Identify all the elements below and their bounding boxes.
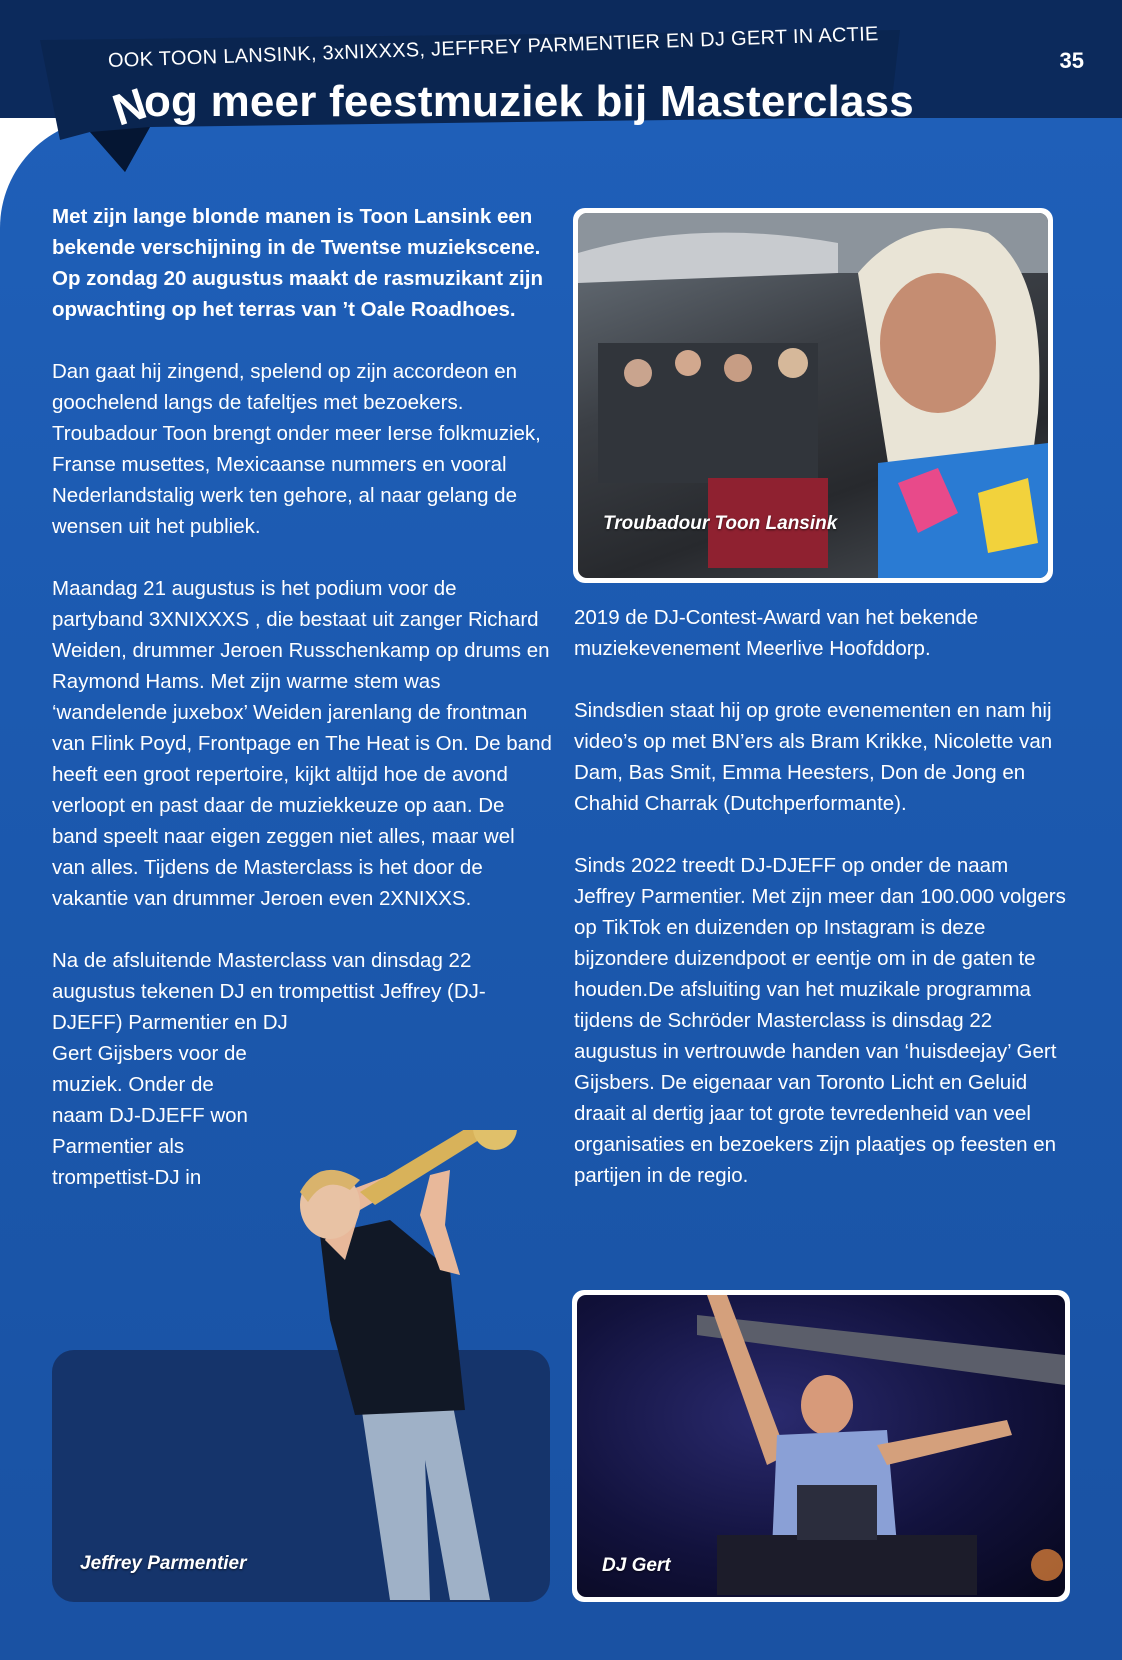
toon-photo-frame	[573, 208, 1053, 583]
dj-gert-photo	[577, 1295, 1065, 1597]
gert-caption: DJ Gert	[602, 1555, 671, 1576]
paragraph-gert: Sinds 2022 treedt DJ-DJEFF op onder de naam Jeffrey Parmentier. Met zijn meer dan 100.000 volgers op TikTok en duizenden op Instagram is deze bijzondere duizendpoot er eentje om in de gaten te houden.De afsluiting van het muzikale programma tijdens de Schröder Masterclass is dinsdag 22 augustus in vertrouwde handen van ‘huisdeejay’ Gert Gijsbers. De eigenaar van Toronto Licht en Geluid draait al dertig jaar tot grote tevredenheid van veel organisaties en bezoekers zijn plaatjes op feesten en partijen in de regio.	[574, 854, 1066, 1187]
jeffrey-caption: Jeffrey Parmentier	[80, 1553, 247, 1574]
page-number: 35	[1059, 48, 1084, 73]
article-kicker: OOK TOON LANSINK, 3xNIXXXS, JEFFREY PARMENTIER EN DJ GERT IN ACTIE	[107, 23, 879, 72]
paragraph-toon: Dan gaat hij zingend, spelend op zijn accordeon en goochelend langs de tafeltjes met bezoekers. Troubadour Toon brengt onder meer Ierse folkmuziek, Franse musettes, Mexicaanse nummers en vooral Nederlandstalig werk ten gehore, al naar gelang de wensen uit het publiek.	[52, 360, 541, 538]
paragraph-jeffrey-wrap: Gert Gijsbers voor de muziek. Onder de naam DJ-DJEFF won Parmentier als trompettist-DJ in	[52, 1042, 248, 1189]
paragraph-band: Maandag 21 augustus is het podium voor de partyband 3XNIXXXS , die bestaat uit zanger Richard Weiden, drummer Jeroen Russchenkamp op drums en Raymond Hams. Met zijn warme stem was ‘wandelende juxebox’ Weiden jarenlang de frontman van Flink Poyd, Frontpage en The Heat is On. De band heeft een groot repertoire, kijkt altijd hoe de avond verloopt en past daar de muziekkeuze op aan. De band speelt naar eigen zeggen niet alles, maar wel van alles. Tijdens de Masterclass is het door de vakantie van drummer Jeroen even 2XNIXXS.	[52, 577, 552, 910]
paragraph-jeffrey: Na de afsluitende Masterclass van dinsdag 22 augustus tekenen DJ en trompettist Jeffrey (DJ-DJEFF) Parmentier en DJ	[52, 949, 486, 1034]
left-column	[52, 201, 552, 1193]
headline-rest: og meer feestmuziek bij Masterclass	[143, 77, 914, 126]
title-ribbon	[30, 22, 930, 136]
gert-photo-frame	[572, 1290, 1070, 1602]
jeffrey-trumpet-photo	[290, 1130, 530, 1602]
headline-first-letter: N	[106, 78, 153, 136]
paragraph-award: 2019 de DJ-Contest-Award van het bekende muziekevenement Meerlive Hoofddorp.	[574, 606, 979, 660]
toon-caption: Troubadour Toon Lansink	[603, 513, 838, 534]
intro-paragraph: Met zijn lange blonde manen is Toon Lansink een bekende verschijning in de Twentse muziekscene. Op zondag 20 augustus maakt de rasmuzikant zijn opwachting op het terras van ’t Oale Roadhoes.	[52, 205, 543, 321]
paragraph-events: Sindsdien staat hij op grote evenementen en nam hij video’s op met BN’ers als Bram Krikke, Nicolette van Dam, Bas Smit, Emma Heesters, Don de Jong en Chahid Charrak (Dutchperformante).	[574, 699, 1053, 815]
gert-photo-scene	[577, 1295, 1065, 1597]
right-column	[574, 602, 1069, 1222]
article-headline	[106, 77, 914, 136]
